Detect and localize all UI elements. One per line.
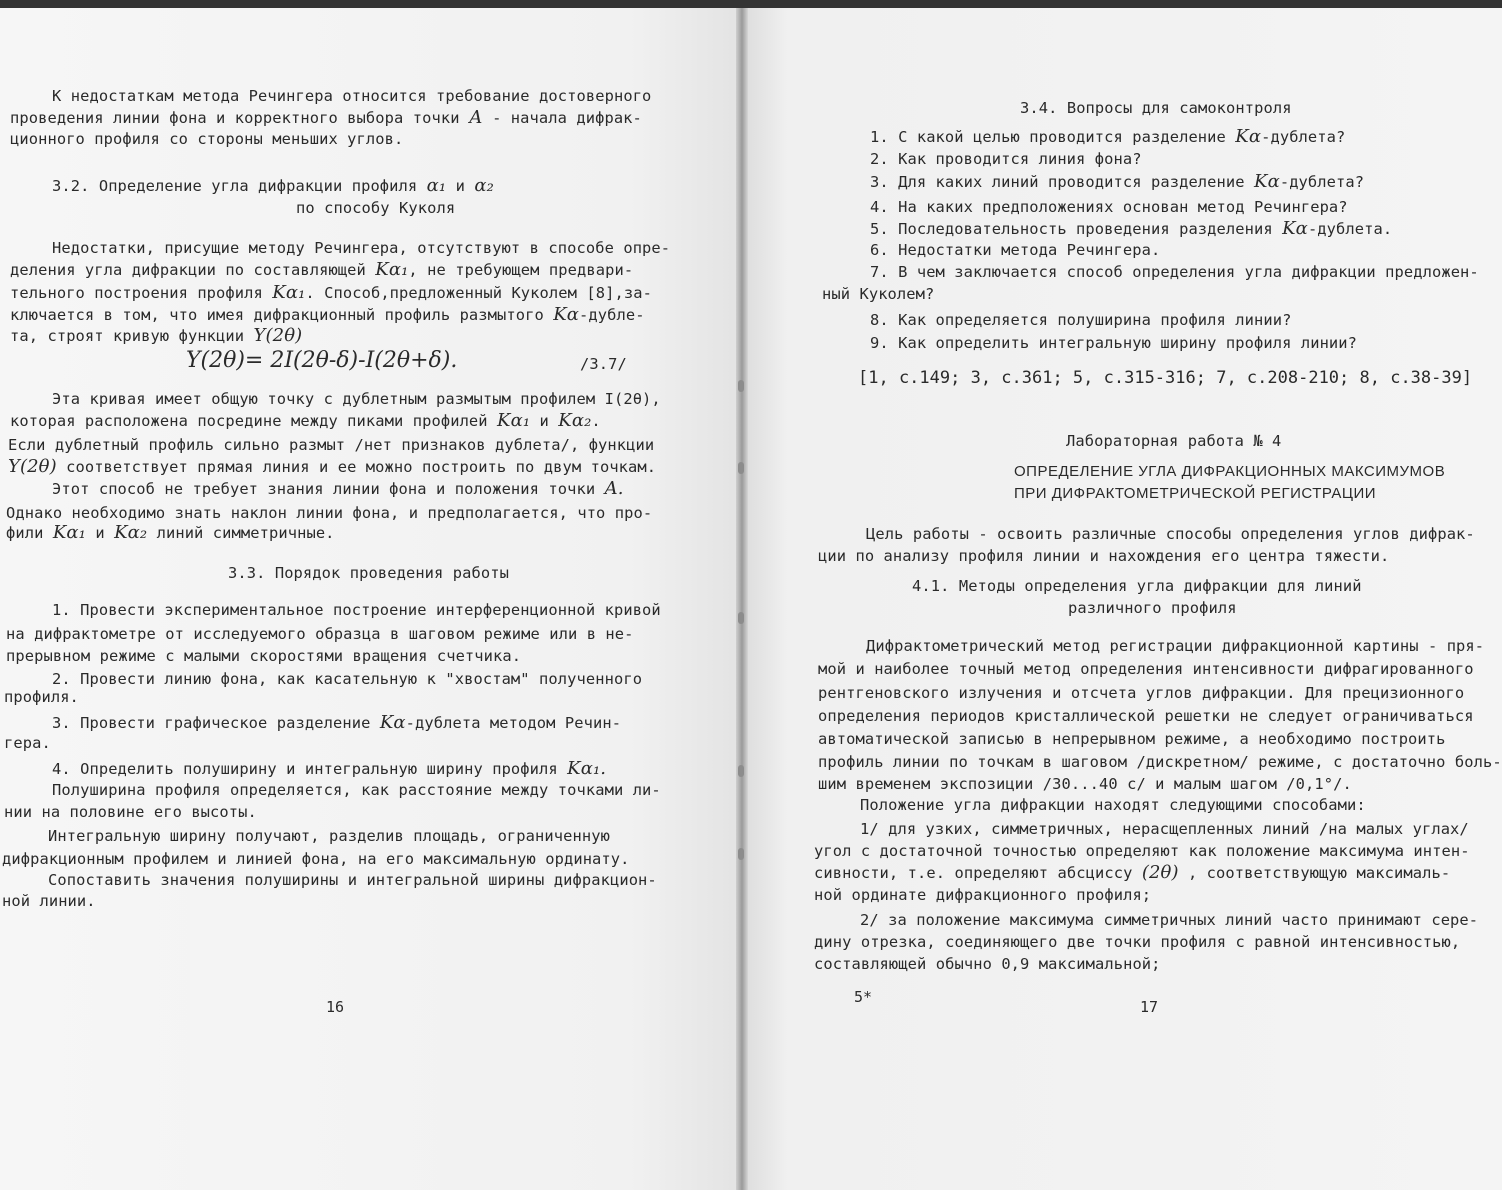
- right-page: [742, 0, 1502, 1190]
- lab-title: Лабораторная работа № 4: [1066, 432, 1282, 450]
- text: . Способ,предложенный Куколем [8],за-: [305, 284, 652, 302]
- text-line: Полуширина профиля определяется, как расстояние между точками ли-: [52, 781, 661, 799]
- text: 3. Провести графическое разделение: [52, 714, 371, 732]
- handwritten-symbol: Kα: [1282, 218, 1308, 239]
- text: .: [591, 412, 601, 430]
- text-line: Положение угла дифракции находят следующими способами:: [860, 796, 1366, 814]
- text: и: [455, 177, 465, 195]
- section-heading: 3.3. Порядок проведения работы: [228, 564, 509, 582]
- text: которая расположена посредине между пиками профилей: [10, 412, 488, 430]
- text-line: ной ординате дифракционного профиля;: [814, 886, 1152, 904]
- question-item: [870, 172, 1364, 192]
- text-line: составляющей обычно 0,9 максимальной;: [814, 955, 1161, 973]
- question-item: [870, 127, 1345, 147]
- binding-stitch: [738, 462, 744, 474]
- text: Этот способ не требует знания линии фона и положения точки: [52, 480, 596, 498]
- text: - начала дифрак-: [492, 109, 642, 127]
- text-line: [10, 260, 633, 280]
- handwritten-symbol: A.: [604, 478, 624, 499]
- text-line: [8, 457, 656, 477]
- text-line: [10, 305, 645, 325]
- signature-mark: 5*: [854, 988, 873, 1006]
- text: та, строят кривую функции: [10, 327, 245, 345]
- lab-heading: ОПРЕДЕЛЕНИЕ УГЛА ДИФРАКЦИОННЫХ МАКСИМУМОВ: [1014, 463, 1446, 480]
- text-line: Эта кривая имеет общую точку с дублетным размытым профилем I(2θ),: [52, 390, 661, 408]
- book-gutter: [736, 0, 748, 1190]
- formula: Y(2θ)= 2I(2θ-δ)-I(2θ+δ).: [186, 348, 458, 373]
- text: 1. С какой целью проводится разделение: [870, 128, 1226, 146]
- text-line: 2/ за положение максимума симметричных линий часто принимают сере-: [860, 911, 1479, 929]
- handwritten-symbol: α₁: [426, 175, 447, 196]
- text-line: 2. Провести линию фона, как касательную к "хвостам" полученного: [52, 670, 643, 688]
- text: сивности, т.е. определяют абсциссу: [814, 864, 1133, 882]
- handwritten-symbol: Kα: [553, 304, 580, 325]
- text: 3.2. Определение угла дифракции профиля: [52, 177, 418, 195]
- text: проведения линии фона и корректного выбора точки: [10, 109, 460, 127]
- left-page: [0, 0, 742, 1190]
- binding-stitch: [738, 612, 744, 624]
- text-line: [10, 326, 302, 346]
- question-item: 8. Как определяется полуширина профиля линии?: [870, 311, 1292, 329]
- text-line: профиль линии по точкам в шаговом /дискретном/ режиме, с достаточно боль-: [818, 753, 1502, 771]
- text-line: ции по анализу профиля линии и нахождения его центра тяжести.: [818, 547, 1390, 565]
- section-heading: по способу Куколя: [296, 199, 456, 217]
- text-line: ной линии.: [2, 892, 96, 910]
- text-line: автоматической записью в непрерывном режиме, а необходимо построить: [818, 730, 1446, 748]
- formula-number: /3.7/: [580, 355, 627, 373]
- text-line: [10, 283, 652, 303]
- handwritten-symbol: Kα: [379, 712, 406, 733]
- text-line: Сопоставить значения полуширины и интегральной ширины дифракцион-: [48, 871, 657, 889]
- text-line: 1. Провести экспериментальное построение интерференционной кривой: [52, 601, 661, 619]
- text: , не требующем предвари-: [408, 261, 634, 279]
- text: -дублета?: [1261, 128, 1346, 146]
- handwritten-symbol: (2θ): [1141, 862, 1179, 883]
- question-item: 6. Недостатки метода Речингера.: [870, 241, 1161, 259]
- handwritten-symbol: Y(2θ): [8, 456, 57, 477]
- question-item: 4. На каких предположениях основан метод Речингера?: [870, 198, 1348, 216]
- question-item: 7. В чем заключается способ определения угла дифракции предложен-: [870, 263, 1479, 281]
- page-number: 16: [326, 998, 345, 1016]
- section-heading: различного профиля: [1068, 599, 1237, 617]
- text-line: дифракционным профилем и линией фона, на его максимальную ординату.: [2, 850, 630, 868]
- text: и: [95, 524, 105, 542]
- text-line: профиля.: [4, 688, 79, 706]
- text: линий симметричные.: [156, 524, 335, 542]
- references: [1, с.149; 3, с.361; 5, с.315-316; 7, с.208-210; 8, с.38-39]: [858, 368, 1473, 388]
- text: -дублета методом Речин-: [405, 714, 622, 732]
- text: -дубле-: [579, 306, 645, 324]
- page-number: 17: [1140, 998, 1159, 1016]
- scan-top-edge: [0, 0, 1502, 8]
- question-item: ный Куколем?: [822, 285, 935, 303]
- text: тельного построения профиля: [10, 284, 263, 302]
- handwritten-symbol: А: [468, 107, 483, 128]
- text-line: [6, 523, 335, 543]
- text-line: [52, 713, 621, 733]
- lab-heading: ПРИ ДИФРАКТОМЕТРИЧЕСКОЙ РЕГИСТРАЦИИ: [1014, 485, 1377, 502]
- text-line: Дифрактометрический метод регистрации дифракционной картины - пря-: [866, 637, 1485, 655]
- text: и: [539, 412, 549, 430]
- text-line: ционного профиля со стороны меньших углов.: [10, 130, 404, 148]
- text: , соответствующую максималь-: [1187, 864, 1451, 882]
- text-line: [10, 411, 601, 431]
- section-heading: 4.1. Методы определения угла дифракции для линий: [912, 577, 1362, 595]
- handwritten-symbol: Kα: [1235, 126, 1262, 147]
- section-heading: 3.4. Вопросы для самоконтроля: [1020, 99, 1292, 117]
- text-line: гера.: [4, 734, 51, 752]
- handwritten-symbol: α₂: [474, 175, 494, 196]
- handwritten-symbol: Kα₁: [375, 259, 409, 280]
- text-line: определения периодов кристаллической решетки не следует ограничиваться: [818, 707, 1474, 725]
- text-line: К недостаткам метода Речингера относится требование достоверного: [52, 87, 652, 105]
- text: деления угла дифракции по составляющей: [10, 261, 366, 279]
- text-line: [52, 479, 624, 499]
- text-line: Недостатки, присущие методу Речингера, отсутствуют в способе опре-: [52, 239, 671, 257]
- text-line: [10, 108, 642, 128]
- text-line: Интегральную ширину получают, разделив площадь, ограниченную: [48, 827, 610, 845]
- handwritten-symbol: Y(2θ): [253, 325, 303, 346]
- text-line: шим временем экспозиции /30...40 с/ и малым шагом /0,1°/.: [818, 775, 1352, 793]
- handwritten-symbol: Kα₂: [558, 410, 592, 431]
- text-line: на дифрактометре от исследуемого образца в шаговом режиме или в не-: [6, 625, 634, 643]
- text-line: Если дублетный профиль сильно размыт /нет признаков дублета/, функции: [8, 436, 655, 454]
- text: 5. Последовательность проведения разделения: [870, 220, 1273, 238]
- text-line: Однако необходимо знать наклон линии фона, и предполагается, что про-: [6, 504, 653, 522]
- text-line: рентгеновского излучения и отсчета углов дифракции. Для прецизионного: [818, 684, 1465, 702]
- text-line: прерывном режиме с малыми скоростями вращения счетчика.: [6, 647, 522, 665]
- text-line: мой и наиболее точный метод определения интенсивности дифрагированного: [818, 660, 1474, 678]
- handwritten-symbol: Kα₁: [52, 522, 86, 543]
- question-item: [870, 219, 1392, 239]
- text: -дублета.: [1307, 220, 1393, 238]
- text: -дублета?: [1279, 173, 1365, 191]
- question-item: 9. Как определить интегральную ширину профиля линии?: [870, 334, 1358, 352]
- text-line: [52, 759, 606, 779]
- handwritten-symbol: Kα₁: [497, 410, 531, 431]
- binding-stitch: [738, 380, 744, 392]
- binding-stitch: [738, 848, 744, 860]
- text-line: 1/ для узких, симметричных, нерасщепленных линий /на малых углах/: [860, 820, 1469, 838]
- handwritten-symbol: Kα: [1254, 171, 1280, 192]
- text-line: дину отрезка, соединяющего две точки профиля с равной интенсивностью,: [814, 933, 1461, 951]
- text-line: угол с достаточной точностью определяют как положение максимума интен-: [814, 842, 1470, 860]
- handwritten-symbol: Kα₂: [114, 522, 148, 543]
- text-line: Цель работы - освоить различные способы определения углов дифрак-: [866, 525, 1475, 543]
- text: ключается в том, что имея дифракционный профиль размытого: [10, 306, 544, 324]
- text: 3. Для каких линий проводится разделение: [870, 173, 1245, 191]
- text: 4. Определить полуширину и интегральную ширину профиля: [52, 760, 558, 778]
- question-item: 2. Как проводится линия фона?: [870, 150, 1142, 168]
- handwritten-symbol: Kα₁: [272, 282, 306, 303]
- handwritten-symbol: Kα₁.: [567, 758, 607, 779]
- section-heading: [52, 176, 494, 196]
- text-line: нии на половине его высоты.: [4, 803, 257, 821]
- text-line: [814, 863, 1450, 883]
- text: фили: [6, 524, 44, 542]
- binding-stitch: [738, 765, 744, 777]
- text: соответствует прямая линия и ее можно построить по двум точкам.: [66, 458, 657, 476]
